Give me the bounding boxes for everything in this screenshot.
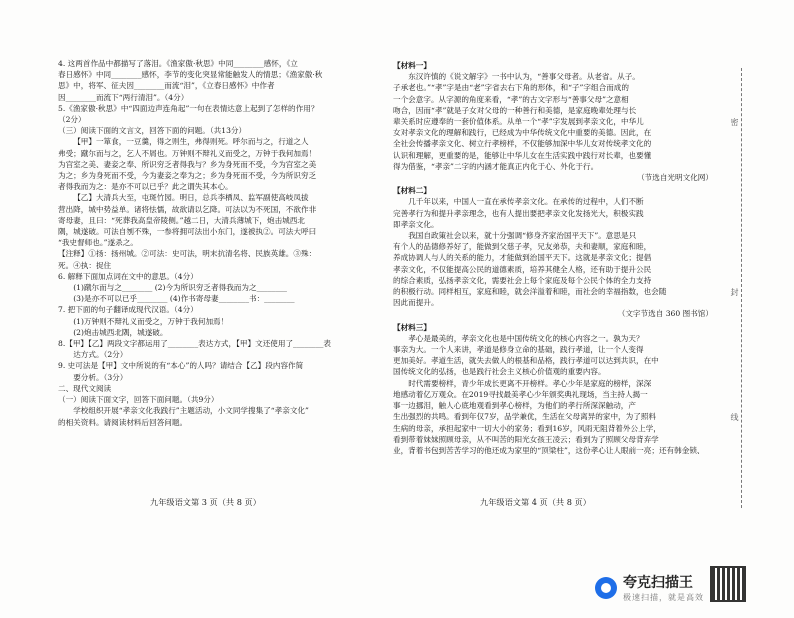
text-line: 隅，城遂破。可法自刎不殊，一参将拥可法出小东门，遂被执②。可法大呼曰 bbox=[58, 227, 317, 237]
text-line: 全社会传播孝亲文化、树立行孝榜样，不仅能够加深中华儿女对传统孝文化的 bbox=[393, 139, 652, 149]
section-heading: （一）阅读下面文字，回答下面问题。（共9分） bbox=[58, 395, 219, 405]
text-line: 孝亲文化，不仅能提高公民的道德素质，培养其健全人格，还有助于提升公民 bbox=[393, 264, 652, 274]
text-line: 者得我而为之：是亦不可以已乎？此之谓失其本心。 bbox=[58, 182, 233, 192]
text-line: （2分） bbox=[58, 115, 86, 125]
binding-label: 封 bbox=[730, 288, 739, 296]
text-line: 【乙】大清兵大至，屯斑竹园。明日，总兵李栖凤、监军副使高岐凤拔 bbox=[73, 193, 309, 203]
section-heading: （三）阅读下面的文言文，回答下面的问题。（共13分） bbox=[58, 126, 247, 136]
binding-label: 线 bbox=[730, 413, 739, 421]
text-line: 养成协调人与人的关系的能力，才能做到治国平天下。这就是孝亲文化；提倡 bbox=[393, 253, 652, 263]
question-line: 达方式。（2分） bbox=[73, 350, 128, 360]
text-line: 生出强烈的共鸣。看到年仅7岁，品学兼优，生活在父母离异的家中，为了照料 bbox=[393, 412, 657, 422]
text-line: 事亲为大。一个人来讲，孝道是修身立命的基础，践行孝道，让一个人变得 bbox=[393, 345, 644, 355]
text-line: 有个人的品德修养好了，能做到父慈子孝，兄友弟恭，夫和妻顺，家庭和睦， bbox=[393, 242, 652, 252]
text-line: “我史督师也。”遂杀之。 bbox=[58, 238, 138, 248]
source-citation: （节选自光明文化网） bbox=[637, 173, 713, 183]
question-line: (1)蹴尔而与之________ (2)今为所识穷乏者得我而为之________ bbox=[73, 283, 287, 293]
text-line: 得为借鉴，“孝亲”二字的内涵才能真正内化于心、外化于行。 bbox=[393, 161, 599, 171]
text-line: 孝心是最美的，孝亲文化也是中国传统文化的核心内容之一。孰为天？ bbox=[408, 333, 644, 343]
text-line: 寄母妻，且曰：“死葬我高皇帝陵侧。”越二日，大清兵薄城下，炮击城西北 bbox=[58, 215, 305, 225]
question-line: (3)是亦不可以已乎________ (4)作书寄母妻________书：________ bbox=[73, 294, 295, 304]
text-line: 业，背着书包到苦苦学习的他还成为家里的“顶梁柱”，这份孝心让人眼前一亮；还有韩金锁、 bbox=[393, 445, 705, 455]
text-line: 营出降，城中势益单。诸将怯懦，故欲请以乞降。可法以为不死国，不欲作非 bbox=[58, 204, 317, 214]
question-line: 6. 解释下面加点词在文中的意思。（4分） bbox=[58, 271, 198, 281]
text-line: 春日感怀》中同________感怀，李节的变化突显常能触发人的情思；《渔家傲·秋 bbox=[58, 70, 323, 80]
text-line: 更加美好。孝道生活，就失去做人的根基和品格，践行孝道可以达到共识，在中 bbox=[393, 356, 659, 366]
question-line: (1)万钟则不辩礼义而受之，万钟于我何加焉！ bbox=[73, 316, 229, 326]
scanner-watermark bbox=[595, 572, 704, 603]
text-line: 学校组织开展“孝亲文化我践行”主题活动，小文同学搜集了“孝亲文化” bbox=[73, 406, 309, 416]
text-line: 的综合素质，弘扬孝亲文化，需要社会上每个家庭及每个公民个体的全力支持 bbox=[393, 275, 652, 285]
text-line: 思》中，将军、征夫因________而流“泪”，《立春日感怀》中作者 bbox=[58, 81, 275, 91]
text-line: 为宫室之美、妻妾之奉、所识穷乏者得我与？乡为身死而不受，今为宫室之美 bbox=[58, 159, 317, 169]
exam-page-3 bbox=[58, 58, 380, 428]
quark-logo-icon bbox=[595, 577, 617, 599]
text-line: 生病的母亲，承担起家中一切大小的家务；看到16岁，风雨无阻背着外公上学， bbox=[393, 423, 661, 433]
text-line: 因此而提升。 bbox=[393, 298, 439, 308]
text-line: 一个会意字。从字源的角度来看，“孝”的古文字形与“善事父母”之意相 bbox=[393, 94, 629, 104]
section-heading: 二、现代文阅读 bbox=[58, 383, 112, 393]
question-line: 8.【甲】【乙】两段文字都运用了________表达方式，【甲】文还使用了________表 bbox=[58, 339, 332, 349]
text-line: 事一边挪泪，触人心底地观看到孝心榜样，为他们的孝行所深深触动，产 bbox=[393, 401, 636, 411]
text-line: 弗受；蹴尔而与之，乞人不屑也。万钟则不辩礼义而受之，万钟于我何加焉！ bbox=[58, 148, 317, 158]
text-line: 子承老也。”“孝”字是由“老”字省去右下角的形体，和“子”字组合而成的 bbox=[393, 83, 629, 93]
question-line: 9. 史可法是【甲】文中所说的有“本心”的人吗？请结合【乙】段内容作简 bbox=[58, 361, 304, 371]
material-heading: 【材料三】 bbox=[393, 322, 431, 332]
text-line: 【甲】一箪食，一豆羹，得之则生，弗得则死。呼尔而与之，行道之人 bbox=[73, 137, 309, 147]
text-line: 东汉许慎的《说文解字》一书中认为，“善事父母者。从老省。从子。 bbox=[408, 72, 640, 82]
binding-margin bbox=[727, 68, 742, 508]
text-line: 4. 这两首作品中都描写了落泪。《渔家傲·秋思》中同________感怀，《立 bbox=[58, 59, 298, 68]
page-footer-4: 九年级语文第 4 页（共 8 页） bbox=[480, 497, 591, 507]
text-line: 完善孝行为和提升孝亲理念，也有人提出要把孝亲文化发扬光大，积极实践 bbox=[393, 208, 644, 218]
text-line: 因________而流下“两行清泪”。（4分） bbox=[58, 92, 189, 102]
text-line: 几千年以来，中国人一直在承传孝亲文化。在承传的过程中，人们不断 bbox=[408, 197, 644, 207]
text-line: 国传统文化的弘扬，也是践行社会主义核心价值观的重要内容。 bbox=[393, 367, 606, 377]
binding-label: 密 bbox=[730, 118, 739, 126]
watermark-name: 夸克扫描王 bbox=[623, 575, 693, 591]
question-line: (2)炮击城西北隅，城遂破。 bbox=[73, 327, 168, 337]
qr-code-icon bbox=[710, 566, 746, 602]
question-line: 要分析。（3分） bbox=[73, 372, 128, 382]
text-line: 死。④执：捉住 bbox=[58, 260, 112, 270]
material-heading: 【材料二】 bbox=[393, 186, 431, 196]
text-line: 5.《渔家傲·秋思》中“四面边声连角起”一句在表情达意上起到了怎样的作用？ bbox=[58, 103, 319, 113]
text-line: 女对孝亲文化的理解和践行，已经成为中华传统文化中重要的美德。因此，在 bbox=[393, 128, 652, 138]
page-footer-3: 九年级语文第 3 页（共 8 页） bbox=[150, 497, 261, 507]
text-line: 辈关系时应遵奉的一套价值体系。从单一个“孝”字发展到孝亲文化，中华儿 bbox=[393, 117, 644, 127]
exam-page-4 bbox=[393, 58, 713, 456]
text-line: 的积极行动。同样相互，家庭和睦，就会洋溢着和睦，而社会的幸福指数，也会随 bbox=[393, 287, 667, 297]
text-line: 即孝亲文化。 bbox=[393, 219, 439, 229]
text-line: 地感动着亿万观众。在2019寻找最美孝心少年颁奖典礼现场，当主持人揭一 bbox=[393, 389, 648, 399]
text-line: 【注释】①扬：扬州城。②可法：史可法，明末抗清名将、民族英雄。③殊： bbox=[58, 249, 317, 259]
text-line: 时代需要榜样，青少年成长更离不开榜样。孝心少年是家庭的榜样，深深 bbox=[408, 378, 652, 388]
material-heading: 【材料一】 bbox=[393, 61, 431, 70]
text-line: 为之；乡为身死而不受，今为妻妾之奉为之；乡为身死而不受，今为所识穷乏 bbox=[58, 171, 317, 181]
watermark-slogan: 极速扫描，就是高效 bbox=[623, 593, 704, 602]
text-line: 我国自政策社会以来，就十分强调“修身齐家治国平天下”。意思是只 bbox=[408, 231, 637, 241]
text-line: 的相关资料。请阅读材料后回答问题。 bbox=[58, 417, 188, 427]
source-citation: （文字节选自 360 图书馆） bbox=[617, 309, 713, 319]
text-line: 看到带着妹妹照顾母亲，从不叫苦的阳光女孩王凌云；看到为了照顾父母背弃学 bbox=[393, 434, 659, 444]
text-line: 吻合，因而“孝”就是子女对父母的一种善行和美德，是家庭晚辈处理与长 bbox=[393, 105, 637, 115]
text-line: 认识和理解，更重要的是，能够让中华儿女在生活实践中践行对长辈，也要懂 bbox=[393, 150, 652, 160]
question-line: 7. 把下面的句子翻译成现代汉语。（4分） bbox=[58, 305, 198, 315]
